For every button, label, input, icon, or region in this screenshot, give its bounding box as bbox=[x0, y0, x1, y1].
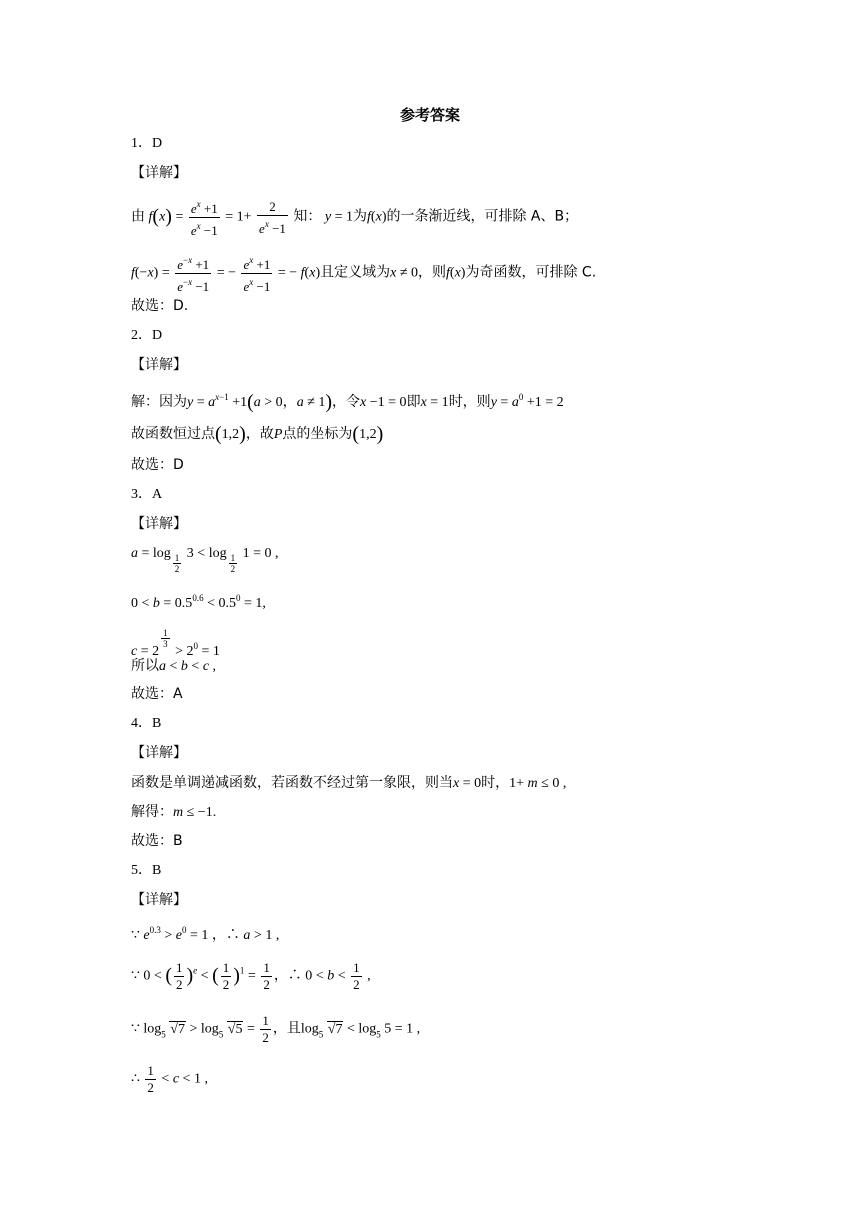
question-4-line-2: 解得：m ≤ −1. bbox=[131, 804, 217, 820]
question-5-line-3: ∵ $\log_5 √7 > \log_5 √5$ = $\frac{1}{2}$ ，且$\log_5 √7 < \log_5 5 = 1$ , bbox=[131, 1013, 421, 1045]
question-5-line-2: ∵ 0 < ( $\frac{1}{2}$ )$^e$ < ( $\frac{1}{2}$ )$^1$ = $\frac{1}{2}$ ，∴ 0 < b < $\frac{1}{2}$ , bbox=[131, 960, 371, 992]
question-2-answer: 故选：D bbox=[131, 457, 184, 473]
question-1-line-1: 由 f(x) = $\frac{e^x +1}{e^x -1}$ = 1+ $\frac{2}{e^x -1}$ 知： y = 1为f(x)的一条渐近线，可排除 A、B； bbox=[131, 196, 578, 239]
question-4-line-1: 函数是单调递减函数，若函数不经过第一象限，则当x = 0时，1+ m ≤ 0 , bbox=[131, 775, 567, 791]
question-2-detail-tag: 【详解】 bbox=[131, 357, 187, 373]
question-3-answer: 故选：A bbox=[131, 686, 183, 702]
question-5-detail-tag: 【详解】 bbox=[131, 892, 187, 908]
question-3-line-2: $0 < b = 0.5^{0.6} < 0.5^0 = 1$, bbox=[131, 593, 266, 611]
question-3-detail-tag: 【详解】 bbox=[131, 516, 187, 532]
question-4-answer: 故选：B bbox=[131, 833, 183, 849]
question-1-line-2: f(−x) = $\frac{e^{-x} +1}{e^{-x} -1}$ = − $\frac{e^x +1}{e^x -1}$ = − f(x)且定义域为x ≠ 0，则f(x)为奇函数，可排除 C. bbox=[131, 252, 596, 295]
question-3-line-4: 所以a < b < c , bbox=[131, 658, 217, 674]
question-1-answer: 故选：D. bbox=[131, 298, 189, 314]
question-3-line-1: a = log $_{\frac{1}{2}}$ 3 < log $_{\frac{1}{2}}$ 1 = 0 , bbox=[131, 546, 279, 574]
question-4-number: 4．B bbox=[131, 716, 162, 731]
question-2-line-2: 故函数恒过点(1,2)，故P点的坐标为(1,2) bbox=[131, 423, 384, 445]
question-4-detail-tag: 【详解】 bbox=[131, 745, 187, 761]
page-title: 参考答案 bbox=[399, 106, 460, 124]
question-3-number: 3．A bbox=[131, 487, 163, 502]
question-3-line-3: c = 2 $^{\frac{1}{3}}$ > $2^0 = 1$ bbox=[131, 628, 220, 659]
question-5-line-4: ∴ $\frac{1}{2}$ < c < 1 , bbox=[131, 1063, 208, 1095]
question-2-number: 2．D bbox=[131, 328, 163, 343]
question-1-detail-tag: 【详解】 bbox=[131, 165, 187, 181]
question-1-number: 1．D bbox=[131, 136, 163, 151]
question-5-line-1: ∵ $e^{0.3} > e^0 = 1$ ，∴ a > 1 , bbox=[131, 925, 280, 943]
question-2-line-1: 解：因为$y = a^{x-1} +1(a > 0$，a ≠ 1)，令x −1 = 0即x = 1时，则$y = a^0 +1 = 2$ bbox=[131, 391, 564, 413]
question-5-number: 5．B bbox=[131, 863, 162, 878]
